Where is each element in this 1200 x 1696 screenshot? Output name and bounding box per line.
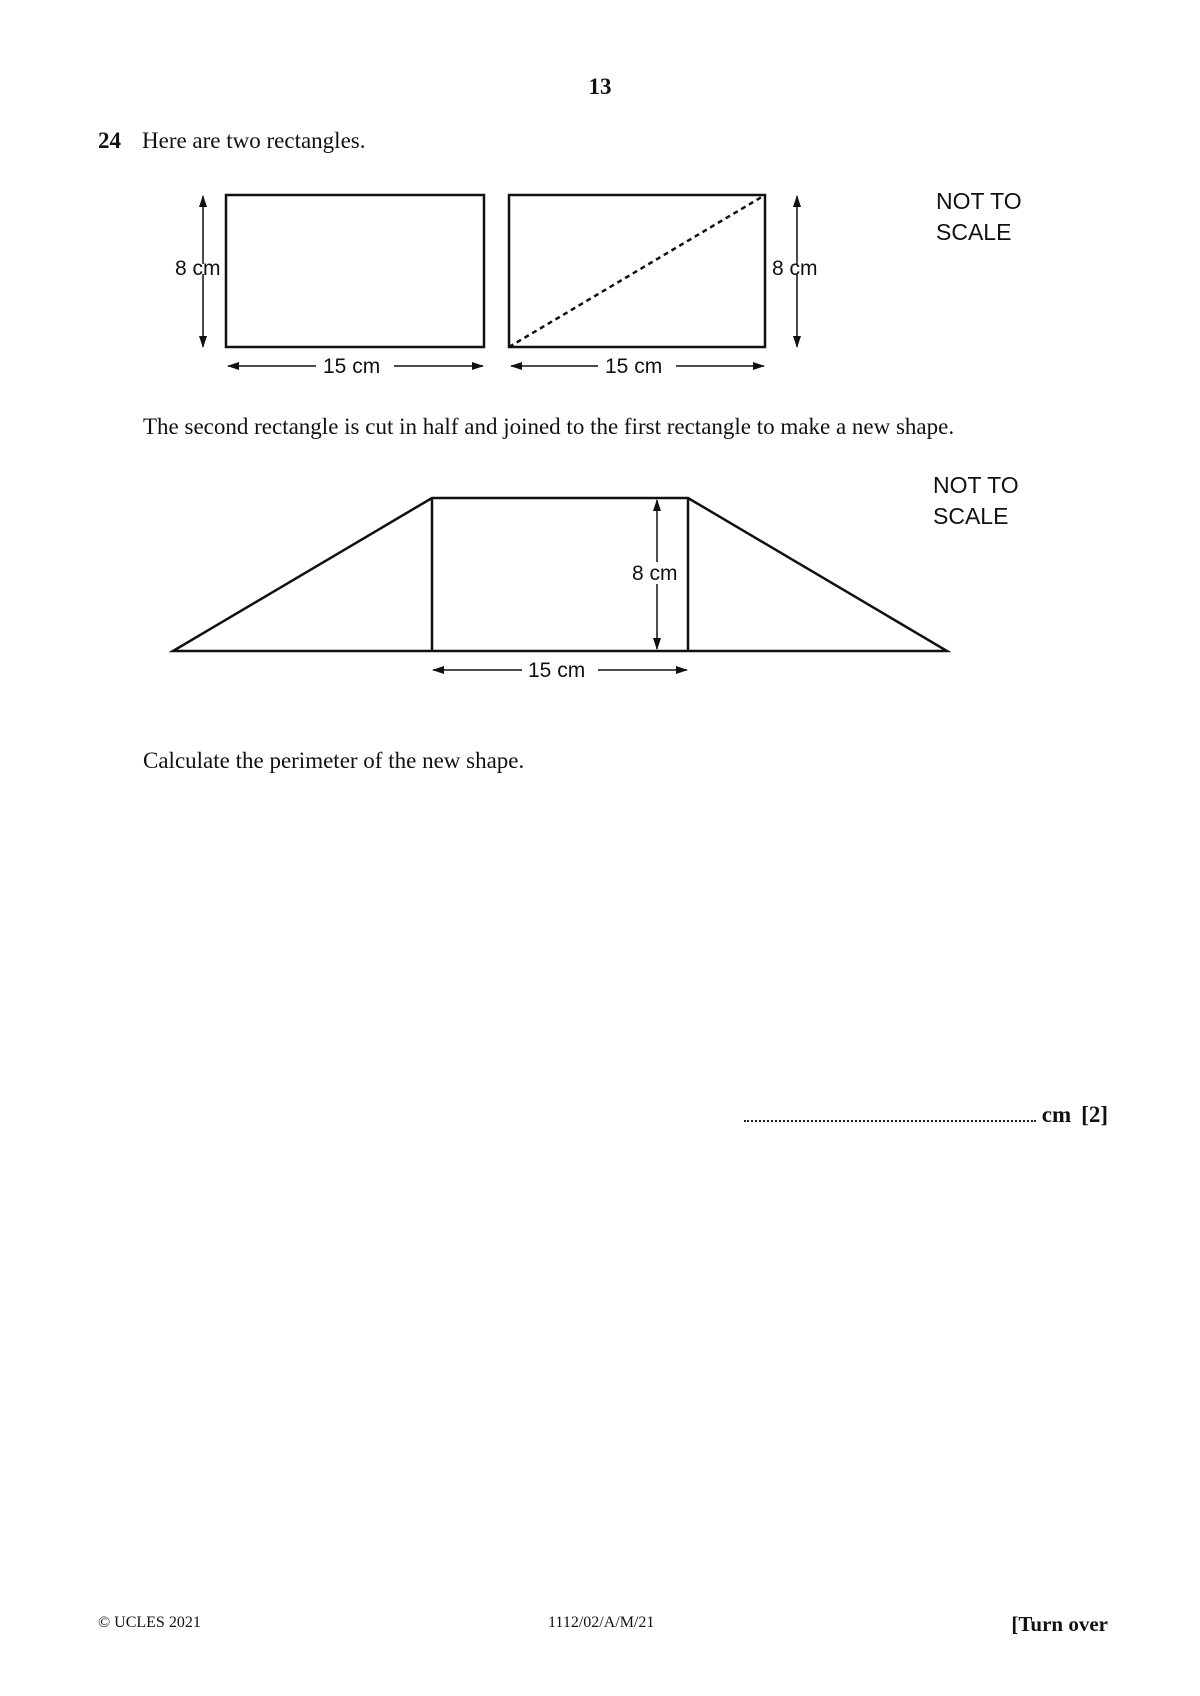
rect2-width-label: 15 cm [605,355,663,378]
question-marks: [2] [1081,1102,1108,1127]
footer-turn-over: [Turn over [1011,1612,1108,1636]
footer-copyright: © UCLES 2021 [98,1614,201,1631]
new-shape-width-label: 15 cm [528,659,586,682]
not-to-scale-line: SCALE [936,219,1012,245]
rect1-height-label: 8 cm [175,257,221,280]
footer-paper-code: 1112/02/A/M/21 [548,1614,655,1631]
rect2-diagonal-cut [509,195,765,347]
question-task: Calculate the perimeter of the new shape. [143,748,525,773]
page-number: 13 [588,74,612,99]
answer-line [744,1102,1108,1128]
new-shape-height-label: 8 cm [632,562,678,585]
question-number: 24 [98,128,121,153]
question-join-text: The second rectangle is cut in half and joined to the first rectangle to make a new shape. [143,414,955,439]
not-to-scale-line: NOT TO [936,188,1022,214]
answer-unit: cm [1041,1102,1072,1127]
rect2-height-label: 8 cm [772,257,818,280]
not-to-scale-note-2 [933,470,1019,532]
question-intro: Here are two rectangles. [142,128,366,153]
new-shape-outline [173,498,947,651]
answer-input[interactable] [744,1102,1036,1122]
not-to-scale-line: SCALE [933,503,1009,529]
rect1-width-label: 15 cm [323,355,381,378]
not-to-scale-line: NOT TO [933,472,1019,498]
not-to-scale-note-1 [936,186,1022,248]
rectangle-1 [226,195,484,347]
